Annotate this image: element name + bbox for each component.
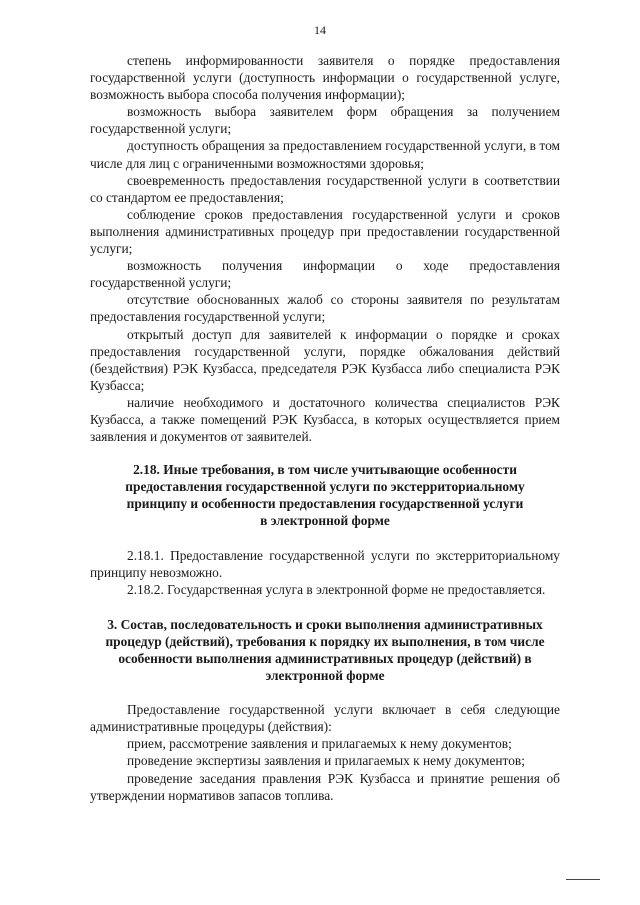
paragraph-2-18-2: 2.18.2. Государственная услуга в электронной форме не предоставляется. bbox=[127, 581, 546, 597]
section-heading-3 bbox=[90, 616, 560, 684]
paragraph: проведение экспертизы заявления и прилагаемых к нему документов; bbox=[127, 753, 525, 769]
list-item: соблюдение сроков предоставления государственной услуги и сроков выполнения административных процедур при предоставлении государственной услуги; bbox=[90, 206, 560, 257]
document-body bbox=[90, 52, 560, 804]
list-item: отсутствие обоснованных жалоб со стороны заявителя по результатам предоставления государственной услуги; bbox=[90, 292, 560, 325]
heading-line: в электронной форме bbox=[260, 513, 390, 529]
section-heading-2-18 bbox=[90, 461, 560, 529]
heading-line: 3. Состав, последовательность и сроки выполнения административных bbox=[107, 616, 543, 632]
heading-line: предоставления государственной услуги по экстерриториальному bbox=[125, 479, 525, 495]
heading-line: 2.18. Иные требования, в том числе учитывающие особенности bbox=[133, 462, 517, 478]
list-item: доступность обращения за предоставлением государственной услуги, в том числе для лиц с ограниченными возможностями здоровья; bbox=[90, 138, 560, 171]
paragraph-2-18-1: 2.18.1. Предоставление государственной услуги по экстерриториальному принципу невозможно. bbox=[90, 547, 560, 580]
list-item: открытый доступ для заявителей к информации о порядке и сроках предоставления государственной услуги, порядке обжалования действий (бездействия) РЭК Кузбасса, председателя РЭК Кузбасса либо специалиста РЭК Кузбасса; bbox=[90, 326, 560, 393]
paragraph: прием, рассмотрение заявления и прилагаемых к нему документов; bbox=[127, 736, 512, 752]
paragraph: Предоставление государственной услуги включает в себя следующие административные процедуры (действия): bbox=[90, 702, 560, 735]
list-item: возможность получения информации о ходе предоставления государственной услуги; bbox=[90, 258, 560, 291]
list-item: своевременность предоставления государственной услуги в соответствии со стандартом ее предоставления; bbox=[90, 172, 560, 205]
list-item: степень информированности заявителя о порядке предоставления государственной услуги (доступность информации о государственной услуге, возможность выбора способа получения информации); bbox=[90, 53, 560, 103]
heading-line: электронной форме bbox=[265, 668, 385, 684]
list-item: возможность выбора заявителем форм обращения за получением государственной услуги; bbox=[90, 104, 560, 137]
paragraph: проведение заседания правления РЭК Кузбасса и принятие решения об утверждении нормативов запасов топлива. bbox=[90, 770, 560, 803]
heading-line: особенности выполнения административных процедур (действий) в bbox=[118, 651, 532, 666]
footer-line bbox=[566, 879, 600, 880]
heading-line: процедур (действий), требования к порядку их выполнения, в том числе bbox=[105, 633, 545, 649]
page-number: 14 bbox=[314, 23, 326, 37]
list-item: наличие необходимого и достаточного количества специалистов РЭК Кузбасса, а также помещений РЭК Кузбасса, в которых осуществляется прием заявления и документов от заявителей. bbox=[90, 394, 560, 445]
heading-line: принципу и особенности предоставления государственной услуги bbox=[126, 496, 524, 512]
